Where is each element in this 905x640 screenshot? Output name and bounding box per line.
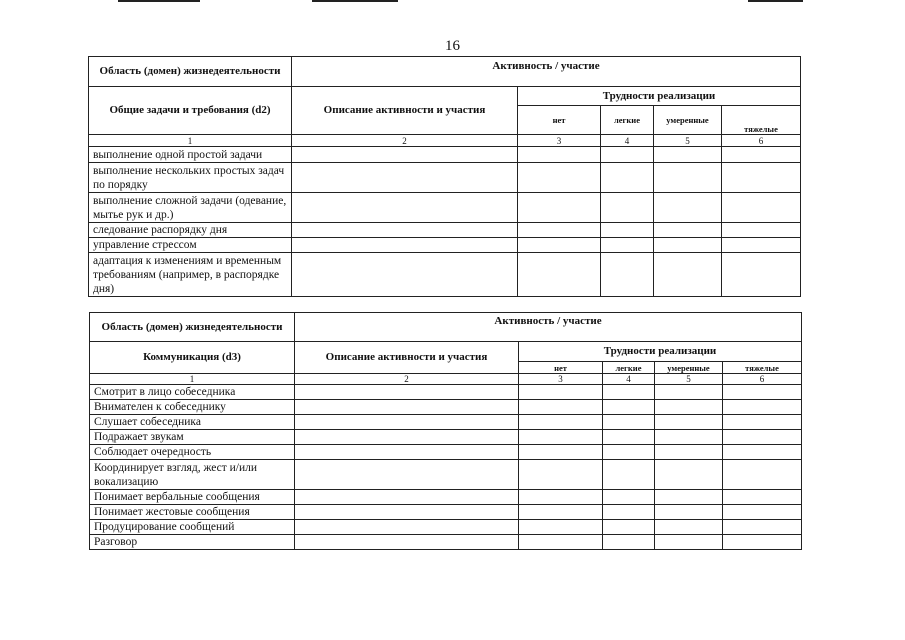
row-label: управление стрессом [89,238,292,253]
rating-cell[interactable] [519,505,603,520]
level-moderate: умеренные [654,106,722,135]
rating-cell[interactable] [655,430,723,445]
rating-cell[interactable] [519,415,603,430]
level-moderate: умеренные [655,362,723,374]
rating-cell[interactable] [518,223,601,238]
rating-cell[interactable] [603,535,655,550]
level-none: нет [519,362,603,374]
row-label: Понимает вербальные сообщения [90,490,295,505]
table-row [89,223,801,238]
rating-cell[interactable] [655,400,723,415]
rating-cell[interactable] [603,505,655,520]
rating-cell[interactable] [655,490,723,505]
table-row [90,505,802,520]
description-cell[interactable] [295,505,519,520]
row-label: выполнение одной простой задачи [89,147,292,163]
table-row [90,535,802,550]
rating-cell[interactable] [722,147,801,163]
table-header-row [90,313,802,342]
rating-cell[interactable] [603,520,655,535]
table-row [89,147,801,163]
rating-cell[interactable] [603,385,655,400]
rating-cell[interactable] [722,238,801,253]
row-label: выполнение сложной задачи (одевание, мытье рук и др.) [89,193,292,223]
rating-cell[interactable] [722,223,801,238]
scan-edge-line [312,0,398,2]
rating-cell[interactable] [519,385,603,400]
table-row [90,400,802,415]
rating-cell[interactable] [723,490,802,505]
section-title: Коммуникация (d3) [90,342,295,374]
rating-cell[interactable] [603,490,655,505]
table-header-row [89,57,801,87]
rating-cell[interactable] [601,223,654,238]
col-number: 4 [603,374,655,385]
rating-cell[interactable] [655,460,723,490]
col-number: 5 [654,135,722,147]
rating-cell[interactable] [518,238,601,253]
page-number: 16 [445,38,460,54]
rating-cell[interactable] [518,147,601,163]
row-label: Подражает звукам [90,430,295,445]
rating-cell[interactable] [655,385,723,400]
rating-cell[interactable] [654,147,722,163]
table-header-row [89,87,801,106]
col-number: 3 [519,374,603,385]
level-severe: тяжелые [723,362,802,374]
column-number-row [90,374,802,385]
row-label: Соблюдает очередность [90,445,295,460]
rating-cell[interactable] [723,430,802,445]
row-label: Смотрит в лицо собеседника [90,385,295,400]
rating-cell[interactable] [603,400,655,415]
description-cell[interactable] [292,223,518,238]
rating-cell[interactable] [655,535,723,550]
level-severe: тяжелые [722,106,801,135]
table-row [89,163,801,193]
level-none: нет [518,106,601,135]
rating-cell[interactable] [518,193,601,223]
table-general-tasks [88,56,801,297]
table-row [89,253,801,297]
rating-cell[interactable] [601,163,654,193]
rating-cell[interactable] [723,460,802,490]
scan-edge-line [748,0,803,2]
rating-cell[interactable] [655,415,723,430]
description-cell[interactable] [295,490,519,505]
rating-cell[interactable] [723,535,802,550]
description-cell[interactable] [295,445,519,460]
table-row [90,430,802,445]
col-number: 1 [90,374,295,385]
rating-cell[interactable] [601,193,654,223]
rating-cell[interactable] [601,147,654,163]
rating-cell[interactable] [723,520,802,535]
description-header: Описание активности и участия [295,342,519,374]
rating-cell[interactable] [603,445,655,460]
rating-cell[interactable] [654,253,722,297]
description-cell[interactable] [292,238,518,253]
row-label: Разговор [90,535,295,550]
domain-header: Область (домен) жизнедеятельности [89,57,292,87]
col-number: 2 [295,374,519,385]
rating-cell[interactable] [655,520,723,535]
description-cell[interactable] [295,385,519,400]
rating-cell[interactable] [655,505,723,520]
rating-cell[interactable] [519,460,603,490]
description-cell[interactable] [295,400,519,415]
description-cell[interactable] [295,520,519,535]
table-header-row [90,342,802,362]
rating-cell[interactable] [723,445,802,460]
rating-cell[interactable] [519,445,603,460]
rating-cell[interactable] [603,460,655,490]
table-row [89,193,801,223]
difficulties-header: Трудности реализации [518,87,801,106]
row-label: Понимает жестовые сообщения [90,505,295,520]
rating-cell[interactable] [603,415,655,430]
rating-cell[interactable] [723,400,802,415]
col-number: 3 [518,135,601,147]
row-label: Координирует взгляд, жест и/или вокализацию [90,460,295,490]
row-label: Слушает собеседника [90,415,295,430]
rating-cell[interactable] [723,385,802,400]
table-row [90,490,802,505]
table-row [90,520,802,535]
rating-cell[interactable] [654,223,722,238]
row-label: Продуцирование сообщений [90,520,295,535]
description-cell[interactable] [295,430,519,445]
col-number: 6 [723,374,802,385]
rating-cell[interactable] [654,238,722,253]
col-number: 6 [722,135,801,147]
level-mild: легкие [601,106,654,135]
rating-cell[interactable] [654,193,722,223]
description-cell[interactable] [292,193,518,223]
table-row [90,415,802,430]
row-label: Внимателен к собеседнику [90,400,295,415]
description-cell[interactable] [295,415,519,430]
rating-cell[interactable] [654,163,722,193]
domain-header: Область (домен) жизнедеятельности [90,313,295,342]
rating-cell[interactable] [519,520,603,535]
rating-cell[interactable] [519,535,603,550]
difficulties-header: Трудности реализации [519,342,802,362]
description-cell[interactable] [292,253,518,297]
column-number-row [89,135,801,147]
rating-cell[interactable] [601,253,654,297]
row-label: адаптация к изменениям и временным требованиям (например, в распорядке дня) [89,253,292,297]
rating-cell[interactable] [519,490,603,505]
rating-cell[interactable] [603,430,655,445]
activity-header: Активность / участие [295,313,802,342]
rating-cell[interactable] [518,163,601,193]
table-row [90,460,802,490]
table-row [90,445,802,460]
table-row [90,385,802,400]
row-label: выполнение нескольких простых задач по порядку [89,163,292,193]
col-number: 4 [601,135,654,147]
description-cell[interactable] [292,163,518,193]
scan-edge-line [118,0,200,2]
activity-header: Активность / участие [292,57,801,87]
description-cell[interactable] [295,535,519,550]
rating-cell[interactable] [655,445,723,460]
rating-cell[interactable] [722,163,801,193]
level-mild: легкие [603,362,655,374]
col-number: 1 [89,135,292,147]
rating-cell[interactable] [722,193,801,223]
section-title: Общие задачи и требования (d2) [89,87,292,135]
rating-cell[interactable] [519,400,603,415]
rating-cell[interactable] [723,415,802,430]
table-communication [89,312,802,550]
rating-cell[interactable] [601,238,654,253]
rating-cell[interactable] [722,253,801,297]
description-cell[interactable] [295,460,519,490]
rating-cell[interactable] [519,430,603,445]
row-label: следование распорядку дня [89,223,292,238]
description-header: Описание активности и участия [292,87,518,135]
col-number: 2 [292,135,518,147]
table-row [89,238,801,253]
rating-cell[interactable] [518,253,601,297]
col-number: 5 [655,374,723,385]
description-cell[interactable] [292,147,518,163]
rating-cell[interactable] [723,505,802,520]
